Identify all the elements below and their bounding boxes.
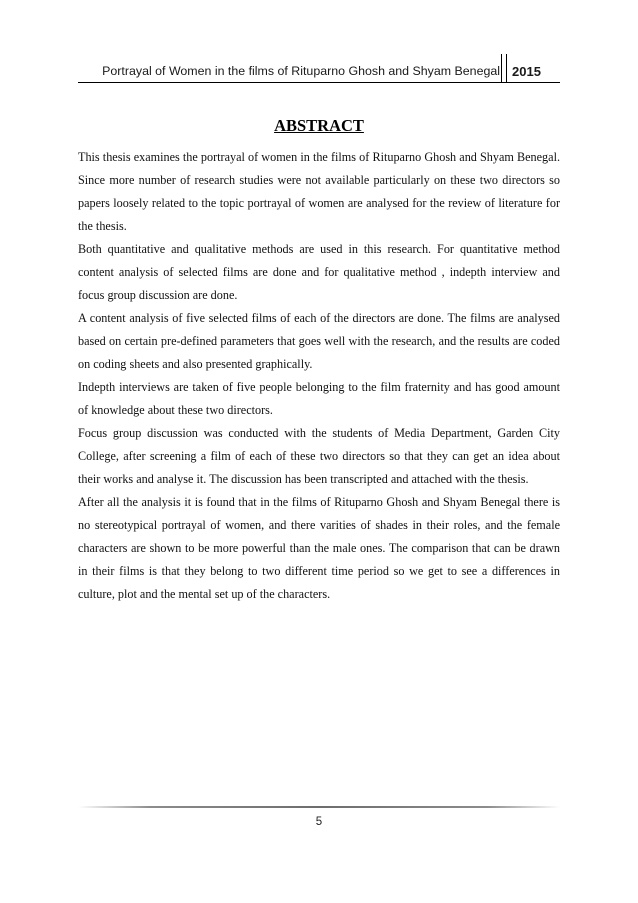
- page-number: 5: [315, 816, 323, 828]
- paragraph: This thesis examines the portrayal of women in the films of Rituparno Ghosh and Shyam Benegal. Since more number of research studies were not available particularly on these two directors so papers loosely related to the topic portrayal of women are analysed for the review of literature for the thesis.: [78, 150, 560, 233]
- abstract-body: [78, 146, 560, 606]
- paragraph: Focus group discussion was conducted with the students of Media Department, Garden City College, after screening a film of each of these two directors so that they can get an idea about their works and analyse it. The discussion has been transcripted and attached with the thesis.: [78, 426, 560, 486]
- section-heading: ABSTRACT: [274, 116, 364, 135]
- header-title: Portrayal of Women in the films of Rituparno Ghosh and Shyam Benegal: [102, 64, 500, 78]
- header-year: 2015: [512, 64, 541, 79]
- footer-divider: [78, 806, 560, 808]
- paragraph: Indepth interviews are taken of five people belonging to the film fraternity and has good amount of knowledge about these two directors.: [78, 380, 560, 417]
- paragraph: Both quantitative and qualitative methods are used in this research. For quantitative method content analysis of selected films are done and for qualitative method , indepth interview and focus group discussion are done.: [78, 242, 560, 302]
- running-header: [78, 52, 560, 83]
- paragraph: A content analysis of five selected films of each of the directors are done. The films are analysed based on certain pre-defined parameters that goes well with the research, and the results are coded on coding sheets and also presented graphically.: [78, 311, 560, 371]
- paragraph: After all the analysis it is found that in the films of Rituparno Ghosh and Shyam Benegal there is no stereotypical portrayal of women, and there varities of shades in their roles, and the female characters are shown to be more powerful than the male ones. The comparison that can be drawn in their films is that they belong to two different time period so we get to see a differences in culture, plot and the mental set up of the characters.: [78, 495, 560, 601]
- header-divider: [501, 54, 507, 82]
